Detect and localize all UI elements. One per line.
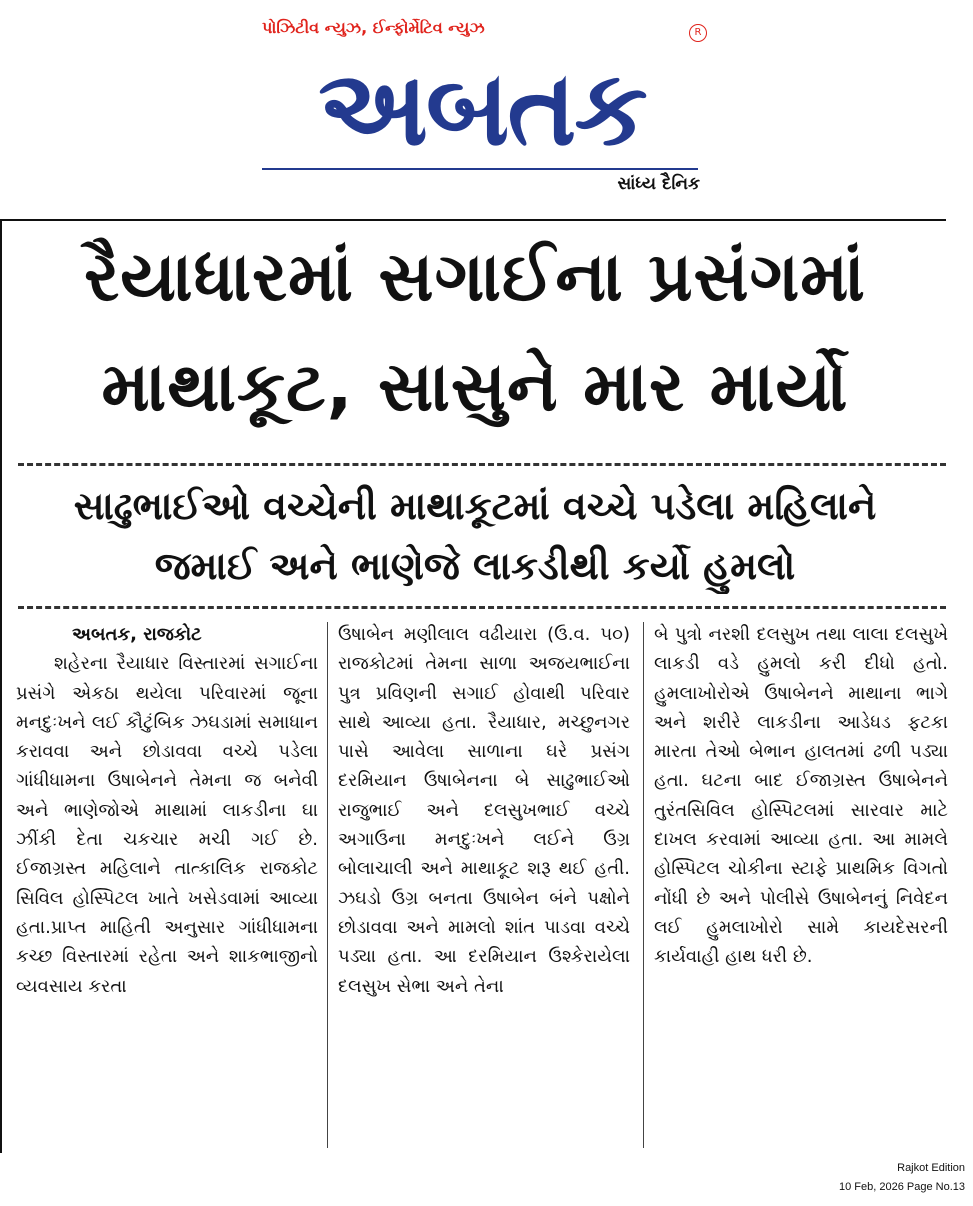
- registered-mark-icon: R: [689, 24, 707, 42]
- subheadline-line-1: સાઢુભાઈઓ વચ્ચેની માથાકૂટમાં વચ્ચે પડેલા મહિલાને: [73, 484, 877, 528]
- article-column-2: [338, 620, 630, 1150]
- logo-underline: [262, 168, 698, 170]
- dashed-divider-bottom: [18, 606, 946, 609]
- column-divider-2: [643, 622, 644, 1148]
- subheadline-line-2: જમાઈ અને ભાણેજે લાકડીથી કર્યો હુમલો: [154, 544, 796, 588]
- column-2-text: ઉષાબેન મણીલાલ વઢીયારા (ઉ.વ. ૫૦) રાજકોટમાં તેમના સાળા અજયભાઈના પુત્ર પ્રવિણની સગાઈ હોવાથી પરિવાર સાથે આવ્યા હતા. રૈયાધાર, મચ્છુનગર પાસે આવેલા સાળાના ઘરે પ્રસંગ દરમિયાન ઉષાબેનના બે સાઢુભાઈઓ રાજુભાઈ અને દલસુખભાઈ વચ્ચે અગાઉના મનદુઃખને લઈને ઉગ્ર બોલાચાલી અને માથાકૂટ શરૂ થઈ હતી. ઝઘડો ઉગ્ર બનતા ઉષાબેન બંને પક્ષોને છોડાવવા અને મામલો શાંત પાડવા વચ્ચે પડ્યા હતા. આ દરમિયાન ઉશ્કેરાયેલા દલસુખ સેભા અને તેના: [338, 624, 630, 997]
- dashed-divider-top: [18, 463, 946, 466]
- newspaper-logo: અબતક: [318, 48, 646, 168]
- article-column-1: [16, 620, 318, 1150]
- column-divider-1: [327, 622, 328, 1148]
- article-left-border: [0, 219, 2, 1153]
- column-1-text: શહેરના રૈયાધાર વિસ્તારમાં સગાઈના પ્રસંગે એકઠા થયેલા પરિવારમાં જૂના મનદુઃખને લઈ કૌટુંબિક ઝઘડામાં સમાધાન કરાવવા અને છોડાવવા વચ્ચે પડેલા ગાંધીધામના ઉષાબેનને તેમના જ બનેવી અને ભાણેજોએ માથામાં લાકડીના ઘા ઝીંકી દેતા ચકચાર મચી ગઈ છે. ઈજાગ્રસ્ત મહિલાને તાત્કાલિક રાજકોટ સિવિલ હોસ્પિટલ ખાતે ખસેડવામાં આવ્યા હતા.પ્રાપ્ત માહિતી અનુસાર ગાંધીધામના કચ્છ વિસ્તારમાં રહેતા અને શાકભાજીનો વ્યવસાય કરતા: [16, 653, 318, 997]
- byline: અબતક, રાજકોટ: [72, 624, 202, 645]
- headline-line-2: માથાકૂટ, સાસુને માર માર્યો: [101, 348, 849, 427]
- headline-line-1: રૈયાધારમાં સગાઈના પ્રસંગમાં: [84, 238, 866, 317]
- logo-subtitle: સાંધ્ય દૈનિક: [617, 174, 700, 194]
- masthead-divider: [0, 219, 946, 221]
- masthead: [0, 0, 973, 222]
- date-page-label: 10 Feb, 2026 Page No.13: [839, 1181, 965, 1193]
- edition-label: Rajkot Edition: [897, 1162, 965, 1174]
- column-3-text: બે પુત્રો નરશી દલસુખ તથા લાલા દલસુખે લાકડી વડે હુમલો કરી દીધો હતો. હુમલાખોરોએ ઉષાબેનને માથાના ભાગે અને શરીરે લાકડીના આડેધડ ફટકા મારતા તેઓ બેભાન હાલતમાં ઢળી પડ્યા હતા. ઘટના બાદ ઈજાગ્રસ્ત ઉષાબેનને તુરંતસિવિલ હોસ્પિટલમાં સારવાર માટે દાખલ કરવામાં આવ્યા હતા. આ મામલે હોસ્પિટલ ચોકીના સ્ટાફે પ્રાથમિક વિગતો નોંધી છે અને પોલીસે ઉષાબેનનું નિવેદન લઈ હુમલાખોરો સામે કાયદેસરની કાર્યવાહી હાથ ધરી છે.: [654, 624, 948, 968]
- tagline: પોઝિટીવ ન્યુઝ, ઈન્ફોર્મેટિવ ન્યુઝ: [262, 18, 485, 37]
- article-column-3: [654, 620, 948, 1150]
